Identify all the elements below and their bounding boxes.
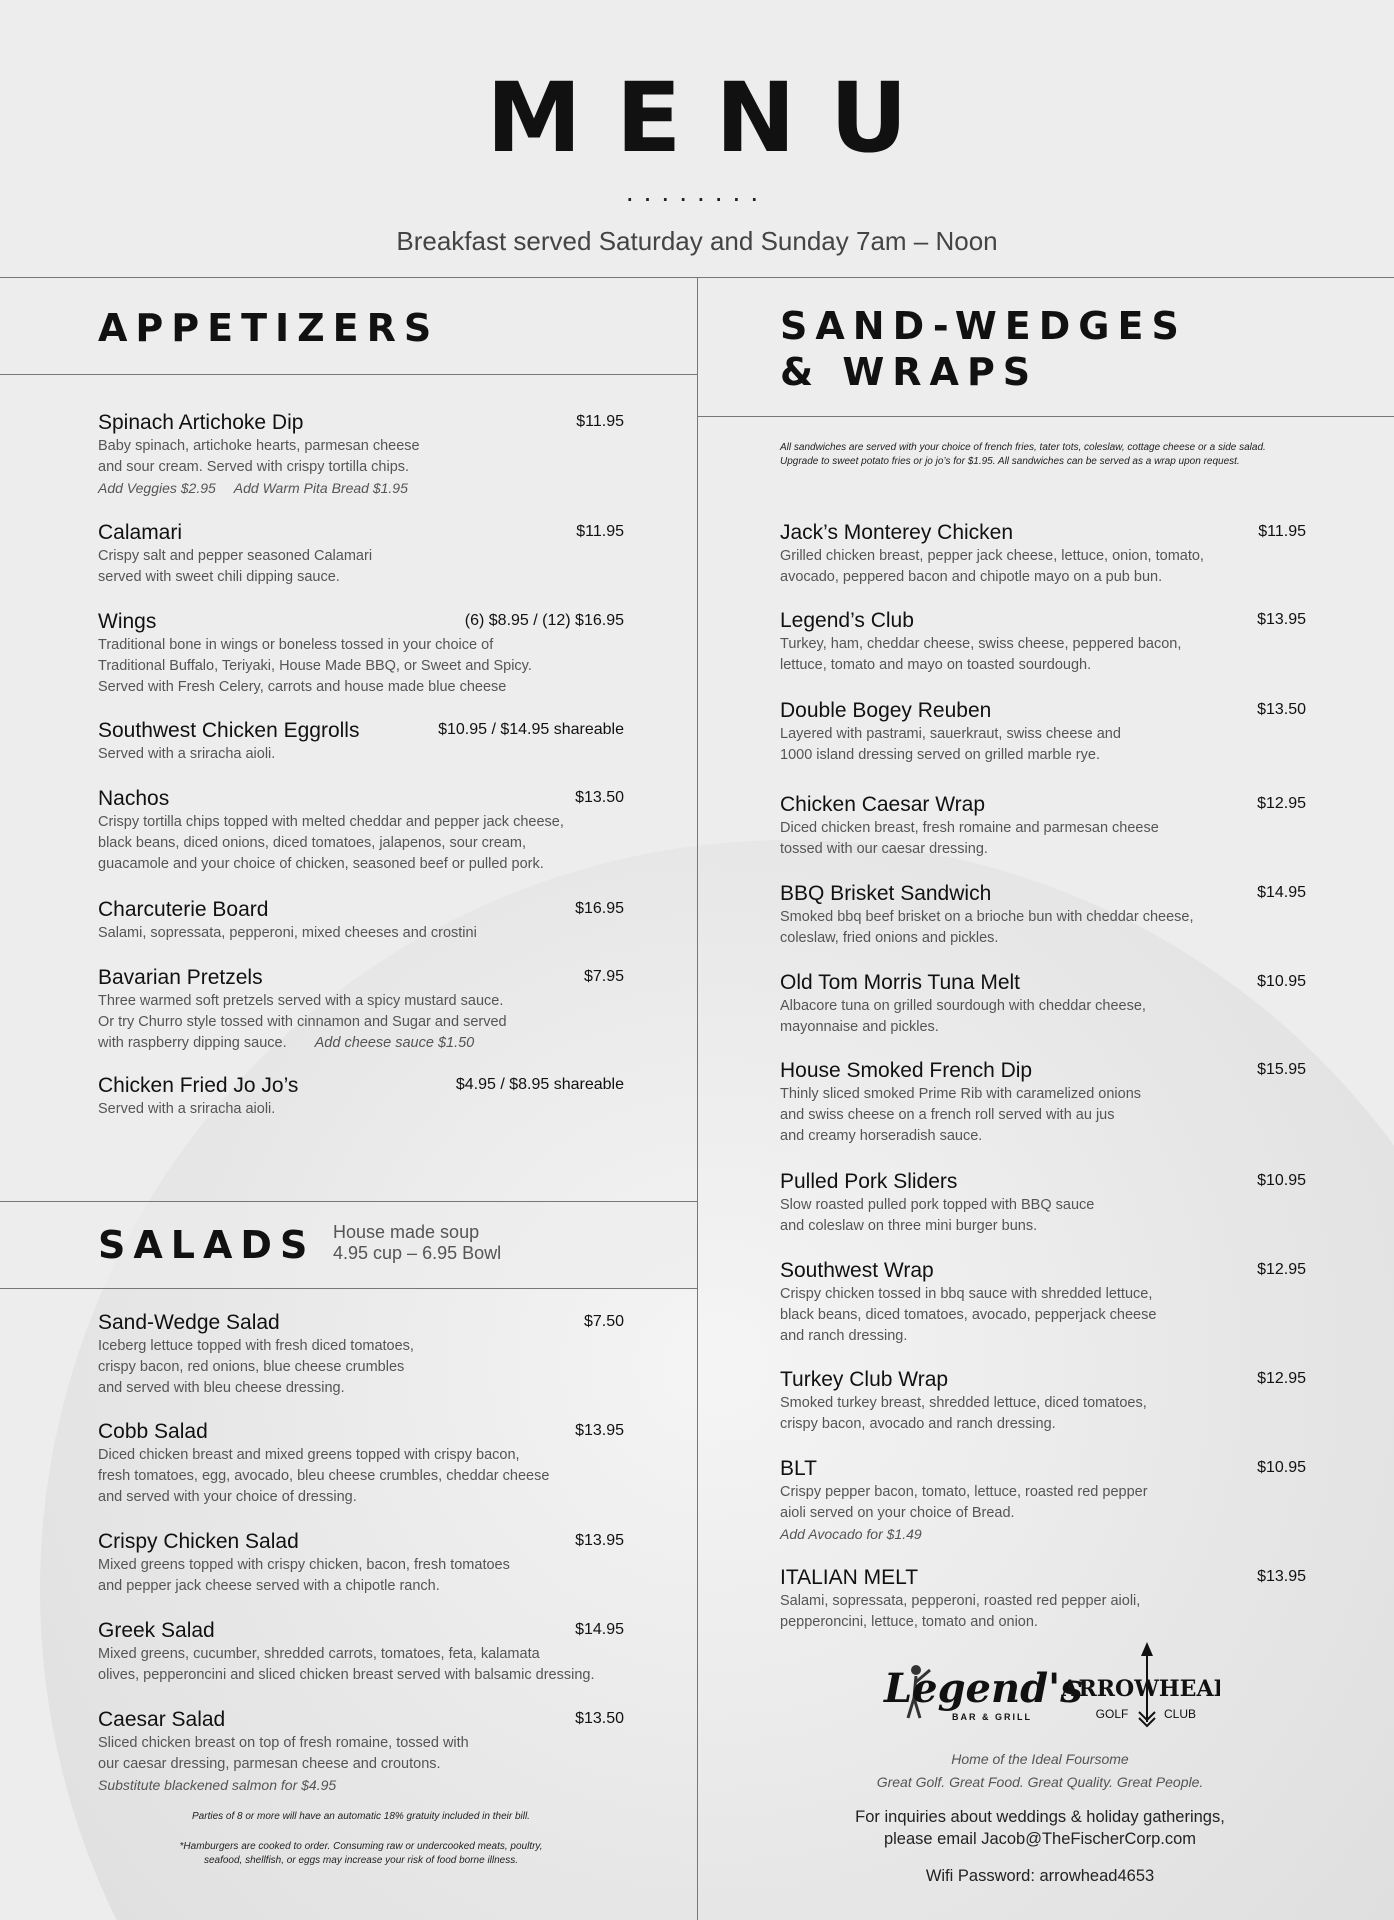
menu-item-price: $10.95 / $14.95 shareable [438,721,624,738]
menu-item-description: Served with a sriracha aioli. [98,1101,276,1117]
menu-item-description: crispy bacon, red onions, blue cheese crumbles [98,1359,405,1375]
menu-item-name: Cobb Salad [98,1420,208,1443]
menu-item-addon: Add Veggies $2.95 [98,480,216,496]
menu-item-addon: Add Warm Pita Bread $1.95 [233,480,408,496]
menu-item-description: and creamy horseradish sauce. [780,1128,983,1144]
menu-item-name: Pulled Pork Sliders [780,1170,958,1193]
menu-item-name: Calamari [98,521,183,544]
menu-item-description-text: with raspberry dipping sauce. [98,1035,287,1051]
menu-item-description: Diced chicken breast, fresh romaine and parmesan cheese [780,820,1159,836]
menu-item-description: Thinly sliced smoked Prime Rib with caramelized onions [780,1086,1142,1102]
menu-item-description: Served with a sriracha aioli. [98,746,276,762]
menu-item-description: aioli served on your choice of Bread. [780,1505,1015,1521]
menu-item-name: Caesar Salad [98,1708,226,1731]
menu-item-description: Smoked turkey breast, shredded lettuce, diced tomatoes, [780,1395,1147,1411]
menu-item-description: Served with Fresh Celery, carrots and house made blue cheese [98,679,507,695]
menu-item-name: House Smoked French Dip [780,1059,1033,1082]
menu-title: MENU [486,62,942,174]
menu-item-price: $10.95 [1257,973,1306,990]
menu-item-name: Southwest Chicken Eggrolls [98,719,360,742]
menu-item-description: Baby spinach, artichoke hearts, parmesan cheese [98,438,420,454]
sandwiches-heading-line1: SAND-WEDGES [780,304,1187,348]
menu-item-name: Wings [98,610,157,633]
menu-item-addon: Add cheese sauce $1.50 [314,1035,475,1051]
tagline-great: Great Golf. Great Food. Great Quality. Great People. [876,1774,1204,1790]
menu-item-description: Crispy salt and pepper seasoned Calamari [98,548,373,564]
menu-item-price: $16.95 [575,900,624,917]
menu-item-description: Grilled chicken breast, pepper jack cheese, lettuce, onion, tomato, [780,548,1204,564]
arrowhead-logo [1060,1642,1220,1726]
menu-item-description: Layered with pastrami, sauerkraut, swiss cheese and [780,726,1121,742]
sandwiches-heading-line2: & WRAPS [780,350,1039,394]
soup-note-line2: 4.95 cup – 6.95 Bowl [333,1243,502,1263]
menu-item-description: crispy bacon, avocado and ranch dressing. [780,1416,1056,1432]
menu-item-price: $13.95 [1257,1568,1306,1585]
menu-item-name: Double Bogey Reuben [780,699,992,722]
menu-item [98,1419,624,1508]
menu-item-description: Or try Churro style tossed with cinnamon and Sugar and served [98,1014,507,1030]
menu-item [780,1367,1306,1435]
menu-item-description: Salami, sopressata, pepperoni, roasted red pepper aioli, [780,1593,1141,1609]
menu-item [98,609,624,698]
menu-item-price: $13.50 [575,1710,624,1727]
menu-item-price: $13.95 [575,1422,624,1439]
menu-item [780,970,1306,1038]
menu-item-name: Legend’s Club [780,609,914,632]
arrowhead-arrow-icon [1141,1642,1153,1656]
menu-item-name: Sand-Wedge Salad [98,1311,280,1334]
menu-item-price: $10.95 [1257,1172,1306,1189]
menu-item [780,1058,1306,1147]
legends-logo-subtext: BAR & GRILL [952,1712,1032,1722]
menu-item [780,792,1306,860]
menu-item [98,897,624,944]
menu-item-price: $4.95 / $8.95 shareable [455,1076,624,1093]
menu-item-description: Sliced chicken breast on top of fresh romaine, tossed with [98,1735,469,1751]
menu-item-description: Albacore tuna on grilled sourdough with cheddar cheese, [780,998,1146,1014]
menu-item-description: avocado, peppered bacon and chipotle mayo on a pub bun. [780,569,1163,585]
menu-item [98,718,624,765]
menu-item-description: Smoked bbq beef brisket on a brioche bun with cheddar cheese, [780,909,1194,925]
appetizers-heading: APPETIZERS [98,306,440,350]
menu-item-description: lettuce, tomato and mayo on toasted sourdough. [780,657,1092,673]
soup-note [333,1222,501,1264]
menu-item-description: Crispy pepper bacon, tomato, lettuce, roasted red pepper [780,1484,1148,1500]
menu-item-description: coleslaw, fried onions and pickles. [780,930,999,946]
menu-item-price: $11.95 [576,523,624,540]
menu-item-description: black beans, diced onions, diced tomatoes, jalapenos, sour cream, [98,835,526,851]
menu-item [98,965,624,1054]
menu-item-price: $15.95 [1257,1061,1306,1078]
menu-item-description: Three warmed soft pretzels served with a spicy mustard sauce. [98,993,504,1009]
breakfast-subtitle: Breakfast served Saturday and Sunday 7am – Noon [396,226,998,256]
menu-item [780,520,1306,588]
menu-item [780,1169,1306,1237]
menu-item-description: Iceberg lettuce topped with fresh diced tomatoes, [98,1338,414,1354]
food-safety-line1: *Hamburgers are cooked to order. Consuming raw or undercooked meats, poultry, [179,1841,543,1852]
menu-item-addons [98,478,624,499]
menu-item-description: Traditional Buffalo, Teriyaki, House Made BBQ, or Sweet and Spicy. [98,658,532,674]
menu-item-name: Spinach Artichoke Dip [98,411,304,434]
menu-item-name: Jack’s Monterey Chicken [780,521,1014,544]
inquiry-email: please email Jacob@TheFischerCorp.com [883,1830,1197,1848]
menu-item-name: BLT [780,1457,817,1480]
menu-item-price: $10.95 [1257,1459,1306,1476]
menu-item [98,1618,624,1686]
menu-item-description: guacamole and your choice of chicken, seasoned beef or pulled pork. [98,856,544,872]
food-safety-footnote [98,1840,624,1868]
arrowhead-club-text: CLUB [1163,1707,1197,1721]
menu-item-description: 1000 island dressing served on grilled marble rye. [780,747,1100,763]
column-divider [697,277,698,1920]
menu-item-name: Chicken Caesar Wrap [780,793,986,816]
title-dots-divider: ........ [625,176,769,207]
menu-item-description: olives, pepperoncini and sliced chicken breast served with balsamic dressing. [98,1667,595,1683]
menu-item-description: and pepper jack cheese served with a chipotle ranch. [98,1578,440,1594]
menu-item [98,1073,624,1120]
menu-item-description: Mixed greens, cucumber, shredded carrots, tomatoes, feta, kalamata [98,1646,540,1662]
menu-item-price: $7.95 [583,968,624,985]
gratuity-footnote: Parties of 8 or more will have an automatic 18% gratuity included in their bill. [192,1811,530,1822]
menu-item-description: Salami, sopressata, pepperoni, mixed cheeses and crostini [98,925,477,941]
menu-item-price: $14.95 [1257,884,1306,901]
sandwich-note-line1: All sandwiches are served with your choice of french fries, tater tots, coleslaw, cottage cheese or a side salad. [780,442,1266,453]
menu-item-description: served with sweet chili dipping sauce. [98,569,340,585]
menu-item-price: $14.95 [575,1621,624,1638]
wifi-password: Wifi Password: arrowhead4653 [925,1867,1155,1885]
menu-item-description [98,1033,624,1054]
menu-item [780,881,1306,949]
menu-item-name: Turkey Club Wrap [780,1368,949,1391]
menu-item-description: Turkey, ham, cheddar cheese, swiss cheese, peppered bacon, [780,636,1182,652]
menu-item-addons [780,1524,1306,1545]
menu-item [98,786,624,875]
menu-item [98,1707,624,1796]
menu-item-price: $13.50 [1257,701,1306,718]
menu-item-price: $12.95 [1257,1370,1306,1387]
menu-item-price: $13.95 [575,1532,624,1549]
legends-logo-text: Legend's [884,1665,1083,1712]
menu-item-name: Greek Salad [98,1619,215,1642]
menu-item-description: Traditional bone in wings or boneless tossed in your choice of [98,637,494,653]
menu-item-name: Chicken Fried Jo Jo’s [98,1074,299,1097]
menu-item-description: Diced chicken breast and mixed greens topped with crispy bacon, [98,1447,520,1463]
menu-item-price: $13.50 [575,789,624,806]
menu-item [780,1456,1306,1545]
menu-item-addon: Substitute blackened salmon for $4.95 [98,1777,337,1793]
logos [880,1640,1220,1730]
menu-item-price: $11.95 [576,413,624,430]
menu-item-name: Southwest Wrap [780,1259,934,1282]
menu-item-name: Crispy Chicken Salad [98,1530,299,1553]
menu-item-description: mayonnaise and pickles. [780,1019,939,1035]
soup-note-line1: House made soup [333,1222,480,1242]
menu-item-addons [98,1775,624,1796]
menu-item-price: $12.95 [1257,795,1306,812]
menu-item-price: $11.95 [1258,523,1306,540]
menu-item-description: Slow roasted pulled pork topped with BBQ sauce [780,1197,1095,1213]
menu-item-name: Bavarian Pretzels [98,966,263,989]
menu-item-price: $13.95 [1257,611,1306,628]
menu-item-name: Charcuterie Board [98,898,269,921]
sandwich-sides-note [780,441,1340,469]
tagline-home: Home of the Ideal Foursome [951,1751,1129,1767]
menu-item-description: and swiss cheese on a french roll served with au jus [780,1107,1115,1123]
menu-item [98,1310,624,1399]
logos-graphic [880,1640,1220,1730]
menu-item-description: Mixed greens topped with crispy chicken, bacon, fresh tomatoes [98,1557,510,1573]
menu-item-price: (6) $8.95 / (12) $16.95 [464,612,624,629]
menu-item-description: fresh tomatoes, egg, avocado, bleu cheese crumbles, cheddar cheese [98,1468,550,1484]
menu-item-name: BBQ Brisket Sandwich [780,882,992,905]
menu-item [98,410,624,499]
menu-item-description: and ranch dressing. [780,1328,908,1344]
menu-item [98,1529,624,1597]
sandwich-note-line2: Upgrade to sweet potato fries or jo jo’s for $1.95. All sandwiches can be served as a wrap upon request. [780,456,1240,467]
menu-item-name: ITALIAN MELT [780,1566,919,1589]
menu-item [780,698,1306,766]
menu-item [780,1258,1306,1347]
menu-item-description: Crispy tortilla chips topped with melted cheddar and pepper jack cheese, [98,814,564,830]
menu-item-description: tossed with our caesar dressing. [780,841,988,857]
menu-item-name: Nachos [98,787,170,810]
menu-item-description: pepperoncini, lettuce, tomato and onion. [780,1614,1038,1630]
menu-item-price: $12.95 [1257,1261,1306,1278]
arrowhead-golf-text: GOLF [1095,1707,1129,1721]
menu-item-description: and sour cream. Served with crispy tortilla chips. [98,459,410,475]
menu-item-description: black beans, diced tomatoes, avocado, pepperjack cheese [780,1307,1157,1323]
menu-item-description: and coleslaw on three mini burger buns. [780,1218,1038,1234]
menu-item [780,1565,1306,1633]
menu-item-description: Crispy chicken tossed in bbq sauce with shredded lettuce, [780,1286,1153,1302]
menu-item-name: Old Tom Morris Tuna Melt [780,971,1021,994]
menu-item-description: our caesar dressing, parmesan cheese and croutons. [98,1756,441,1772]
arrowhead-logo-text: ARROWHEAD [1061,1676,1220,1702]
legends-logo [883,1665,1083,1722]
menu-item-description: and served with your choice of dressing. [98,1489,357,1505]
menu-item-addon: Add Avocado for $1.49 [780,1526,922,1542]
food-safety-line2: seafood, shellfish, or eggs may increase your risk of food borne illness. [203,1855,519,1866]
menu-item-description: and served with bleu cheese dressing. [98,1380,345,1396]
salads-heading: SALADS [98,1223,316,1267]
menu-item [780,608,1306,676]
menu-item [98,520,624,588]
inquiry-line1: For inquiries about weddings & holiday gatherings, [855,1808,1225,1826]
menu-item-price: $7.50 [583,1313,624,1330]
